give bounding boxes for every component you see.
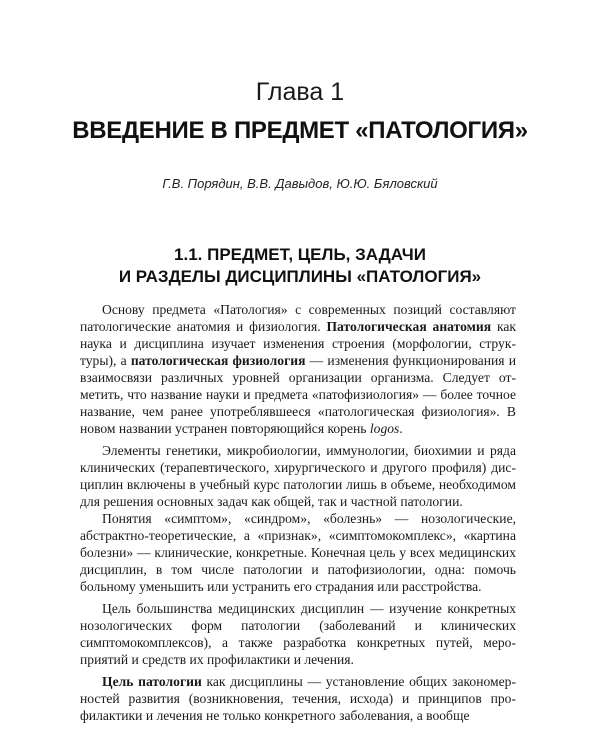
paragraph-1-text-a: Основу предмета «Патология» с современных позиций составляют патологические анатомия и физиология. (80, 302, 516, 334)
section-heading-line-2: И РАЗДЕЛЫ ДИСЦИПЛИНЫ «ПАТОЛОГИЯ» (118, 267, 482, 286)
term-pathological-physiology: патологическая физиология (130, 353, 306, 368)
section-heading (0, 244, 600, 288)
term-pathological-anatomy: Патологическая анатомия (326, 319, 492, 334)
paragraph-2: Элементы генетики, микробиологии, иммунологии, биохимии и ряда клинических (терапевтического, хирургического и другого профиля) дисциплин включены в учебный курс патологии лишь в объеме, необходимом для решения основных задач как общей, так и частной патологии. (80, 443, 516, 509)
paragraph-5 (80, 673, 516, 724)
term-pathology-goal: Цель патологии (102, 674, 202, 689)
chapter-label: Глава 1 (255, 78, 345, 106)
paragraph-3: Понятия «симптом», «синдром», «болезнь» — нозологические, абстрактно-теоретические, а «признак», «симптомокомплекс», «картина болезни» — клинические, конкретные. Конечная цель у всех медицинских дисциплин, в том числе патологии и патофизиологии, одна: помочь больному уменьшить или устранить его страдания или расстройства. (80, 511, 516, 594)
section-heading-line-1: 1.1. ПРЕДМЕТ, ЦЕЛЬ, ЗАДАЧИ (174, 245, 426, 264)
term-logos: logos (369, 421, 400, 436)
paragraph-1-text-d: . (399, 421, 403, 436)
paragraph-1 (80, 301, 516, 437)
chapter-title: ВВЕДЕНИЕ В ПРЕДМЕТ «ПАТОЛОГИЯ» (72, 117, 528, 144)
paragraph-5-text: как дисциплины — установление общих закономерностей развития (возникновения, течения, исхода) и принципов профилактики и лечения не только конкретного заболевания, а вообще (80, 674, 516, 723)
chapter-authors: Г.В. Порядин, В.В. Давыдов, Ю.Ю. Бяловский (162, 176, 438, 191)
paragraph-1-text-c: — изменения функционирования и взаимосвязи различных уровней организации организма. Следует отметить, что название науки и предмета «патофизиология» — более точное название, чем ранее употреблявшееся «патологическая физиология». В новом названии устранен повторяющийся корень (80, 353, 516, 436)
paragraph-4: Цель большинства медицинских дисциплин — изучение конкретных нозологических форм патологии (заболеваний и клинических симптомокомплексов), а также разработка конкретных путей, мероприятий и средств их профилактики и лечения. (80, 601, 516, 667)
body-text (80, 301, 516, 724)
paragraph-1-text-b: как наука и дисциплина изучает изменения строения (морфологии, структуры), а (80, 319, 516, 368)
